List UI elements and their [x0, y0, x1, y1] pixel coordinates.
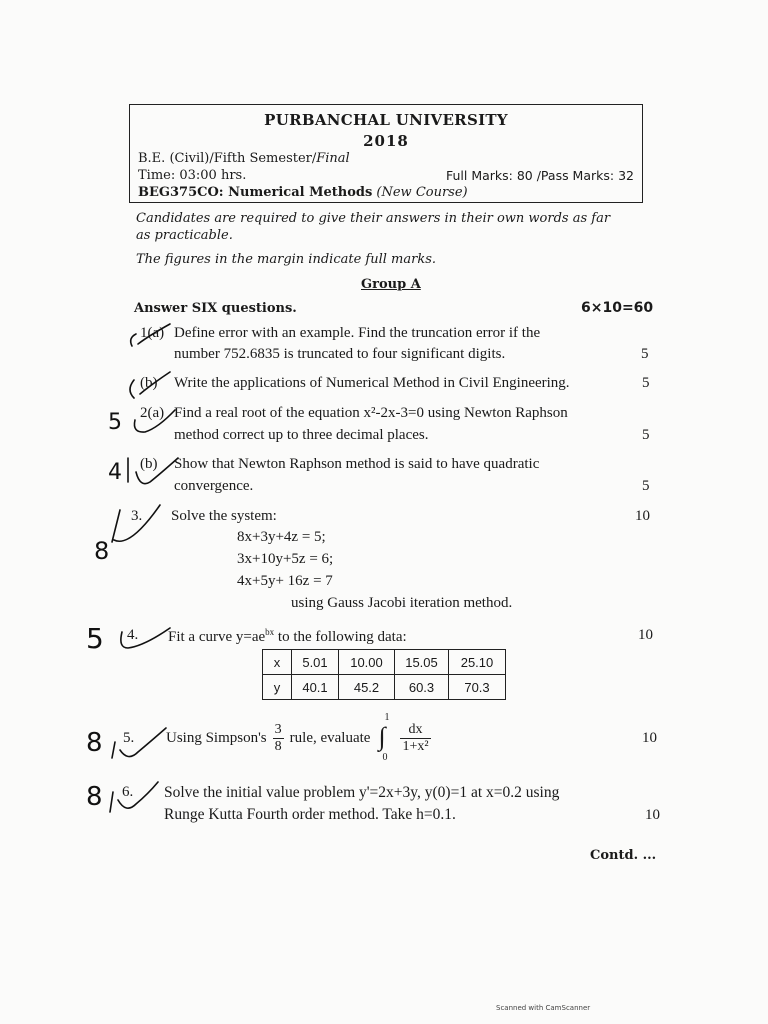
integral-sign-icon: ∫ — [378, 722, 386, 751]
instruction-line-3: The figures in the margin indicate full marks. — [136, 252, 437, 267]
q2a-label: 2(a) — [140, 405, 165, 421]
continued-label: Contd. ... — [590, 848, 657, 863]
table-cell: 5.01 — [292, 650, 339, 675]
table-cell: x — [263, 650, 292, 675]
handwritten-mark-q5: 8 — [86, 728, 103, 758]
university-name: PURBANCHAL UNIVERSITY — [264, 111, 508, 129]
q3-label: 3. — [131, 508, 143, 524]
exam-marks: Full Marks: 80 /Pass Marks: 32 — [445, 168, 634, 183]
q5-integrand-numerator: dx — [400, 722, 430, 739]
table-cell: 60.3 — [395, 675, 449, 700]
answer-instruction: Answer SIX questions. — [134, 301, 297, 316]
instruction-line-2: as practicable. — [136, 228, 233, 243]
handwritten-mark-q2b: 4 — [108, 460, 122, 485]
q6-line-2: Runge Kutta Fourth order method. Take h=0.1. — [164, 806, 456, 823]
tick-q1a-icon — [131, 324, 170, 346]
q2a-line-2: method correct up to three decimal places. — [174, 427, 429, 443]
q4-marks: 10 — [638, 627, 653, 643]
tick-q4-icon — [121, 628, 170, 648]
q5-integral-upper: 1 — [384, 712, 390, 723]
exam-year: 2018 — [363, 132, 409, 150]
q5-fraction-numerator: 3 — [274, 721, 282, 737]
q6-marks: 10 — [645, 807, 660, 823]
table-cell: 25.10 — [449, 650, 506, 675]
q1a-marks: 5 — [641, 346, 649, 362]
handwritten-mark-q3: 8 — [94, 537, 110, 565]
q3-equation-2: 3x+10y+5z = 6; — [237, 551, 334, 567]
tick-q2b-icon — [128, 458, 178, 484]
handwritten-mark-q2a: 5 — [108, 410, 122, 435]
q1b-label: (b) — [140, 375, 158, 391]
q5-integrand-denominator: 1+x² — [402, 738, 429, 754]
q3-line-1: Solve the system: — [171, 508, 277, 524]
tick-q5-icon — [112, 728, 166, 758]
course-note: (New Course) — [376, 185, 468, 200]
scanner-watermark: Scanned with CamScanner — [496, 1004, 591, 1012]
q1a-label: 1(a) — [140, 325, 165, 341]
q5-integral-lower: 0 — [382, 752, 388, 763]
q3-line-2: using Gauss Jacobi iteration method. — [291, 595, 513, 611]
q4-label: 4. — [127, 627, 139, 643]
table-cell: 45.2 — [339, 675, 395, 700]
q4-text-a: Fit a curve y=ae — [168, 629, 266, 645]
q2b-line-2: convergence. — [174, 478, 254, 494]
q6-label: 6. — [122, 784, 134, 800]
q5-text-pre: Using Simpson's — [166, 729, 267, 746]
handwritten-mark-q6: 8 — [86, 782, 103, 812]
tick-q2a-icon — [134, 410, 175, 432]
exam-time: Time: 03:00 hrs. — [138, 168, 247, 183]
table-cell: 70.3 — [449, 675, 506, 700]
q1b-line-1: Write the applications of Numerical Method in Civil Engineering. — [174, 375, 570, 391]
course-code: BEG375CO: Numerical Methods — [138, 185, 373, 200]
q3-equation-3: 4x+5y+ 16z = 7 — [237, 573, 333, 589]
group-marks: 6×10=60 — [581, 300, 654, 316]
q6-line-1: Solve the initial value problem y'=2x+3y, y(0)=1 at x=0.2 using — [164, 784, 560, 801]
q2b-marks: 5 — [642, 478, 650, 494]
program-text: B.E. (Civil)/Fifth Semester/ — [138, 151, 317, 166]
group-title: Group A — [361, 277, 421, 292]
q2b-label: (b) — [140, 456, 158, 472]
q5-marks: 10 — [642, 730, 657, 746]
tick-q1b-icon — [130, 372, 170, 398]
program-final: Final — [316, 151, 350, 166]
q1a-line-2: number 752.6835 is truncated to four significant digits. — [174, 346, 506, 362]
table-cell: 40.1 — [292, 675, 339, 700]
table-cell: 15.05 — [395, 650, 449, 675]
table-cell: y — [263, 675, 292, 700]
tick-q6-icon — [110, 782, 158, 812]
q2b-line-1: Show that Newton Raphson method is said to have quadratic — [174, 456, 540, 472]
q1a-line-1: Define error with an example. Find the truncation error if the — [174, 325, 541, 341]
q5-fraction-denominator: 8 — [274, 738, 282, 754]
q5-label: 5. — [123, 730, 135, 746]
q3-equation-1: 8x+3y+4z = 5; — [237, 529, 326, 545]
table-cell: 10.00 — [339, 650, 395, 675]
q2a-line-1: Find a real root of the equation x²-2x-3=0 using Newton Raphson — [174, 405, 568, 421]
q3-marks: 10 — [635, 508, 650, 524]
instruction-line-1: Candidates are required to give their answers in their own words as far — [136, 211, 611, 226]
q4-text-b: to the following data: — [274, 629, 407, 645]
tick-q3-icon — [112, 505, 160, 542]
handwritten-mark-q4: 5 — [86, 622, 104, 655]
q2a-marks: 5 — [642, 427, 650, 443]
q5-text-mid: rule, evaluate — [289, 729, 371, 746]
q1b-marks: 5 — [642, 375, 650, 391]
q4-superscript: bx — [265, 627, 275, 637]
